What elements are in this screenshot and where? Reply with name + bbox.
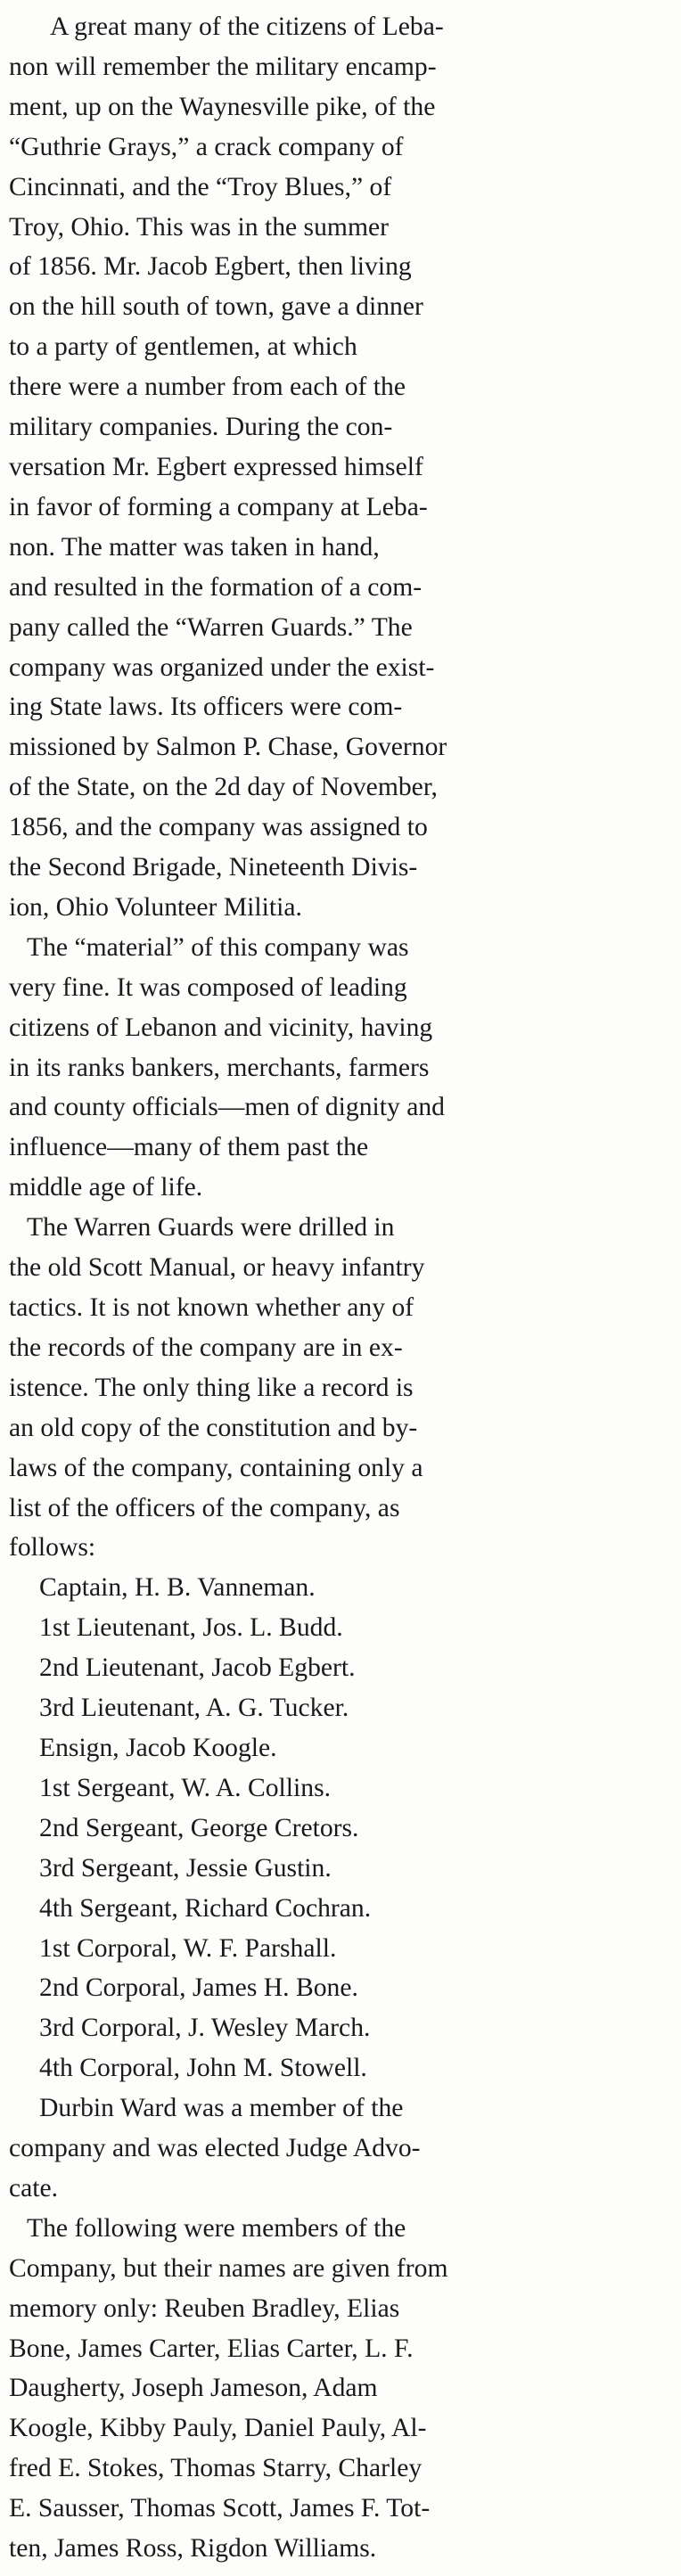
text-line: pany called the “Warren Guards.” The [9,612,413,642]
text-line: the old Scott Manual, or heavy infantry [9,1253,425,1283]
text-line: ing State laws. Its officers were com- [9,693,403,722]
officer-entry: 3rd Lieutenant, A. G. Tucker. [39,1694,349,1723]
text-line: the records of the company are in ex- [9,1333,403,1362]
text-line: versation Mr. Egbert expressed himself [9,452,423,481]
text-line: military companies. During the con- [9,413,393,442]
text-line: the Second Brigade, Nineteenth Divis- [9,853,418,882]
text-line: The following were members of the [27,2213,406,2243]
text-line: Durbin Ward was a member of the [39,2094,404,2123]
officer-entry: 4th Sergeant, Richard Cochran. [39,1893,372,1923]
officer-entry: Captain, H. B. Vanneman. [39,1573,316,1603]
text-line: ten, James Ross, Rigdon Williams. [9,2534,377,2564]
text-line: non will remember the military encamp- [9,52,437,81]
text-line: list of the officers of the company, as [9,1493,400,1522]
text-line: an old copy of the constitution and by- [9,1413,418,1442]
text-line: memory only: Reuben Bradley, Elias [9,2293,400,2323]
text-line: fred E. Stokes, Thomas Starry, Charley [9,2454,423,2483]
text-line: Cincinnati, and the “Troy Blues,” of [9,172,392,201]
text-line: Daugherty, Joseph Jameson, Adam [9,2374,378,2403]
officer-entry: 1st Lieutenant, Jos. L. Budd. [39,1613,343,1643]
text-line: cate. [9,2173,59,2203]
officer-entry: 1st Sergeant, W. A. Collins. [39,1773,332,1802]
text-line: and county officials—men of dignity and [9,1093,445,1122]
text-line: A great many of the citizens of Leba- [50,12,444,41]
text-line: citizens of Lebanon and vicinity, having [9,1013,433,1042]
officer-entry: 4th Corporal, John M. Stowell. [39,2054,367,2083]
text-line: ment, up on the Waynesville pike, of the [9,92,436,121]
text-line: missioned by Salmon P. Chase, Governor [9,733,447,762]
text-line: very fine. It was composed of leading [9,972,407,1002]
officer-entry: 3rd Corporal, J. Wesley March. [39,2014,371,2043]
officer-entry: 1st Corporal, W. F. Parshall. [39,1933,337,1963]
text-line: company was organized under the exist- [9,652,435,682]
text-line: follows: [9,1533,96,1563]
text-line: to a party of gentlemen, at which [9,332,357,362]
text-line: in favor of forming a company at Leba- [9,492,428,521]
text-line: middle age of life. [9,1173,203,1202]
officer-entry: 3rd Sergeant, Jessie Gustin. [39,1853,332,1883]
text-line: influence—many of them past the [9,1133,369,1162]
text-line: non. The matter was taken in hand, [9,532,380,562]
text-line: company and was elected Judge Advo- [9,2134,421,2163]
text-line: ion, Ohio Volunteer Militia. [9,892,302,922]
text-line: in its ranks bankers, merchants, farmers [9,1053,430,1082]
text-line: tactics. It is not known whether any of [9,1293,414,1322]
text-line: “Guthrie Grays,” a crack company of [9,132,404,161]
text-line: of 1856. Mr. Jacob Egbert, then living [9,252,412,282]
text-line: laws of the company, containing only a [9,1453,423,1482]
text-line: 1856, and the company was assigned to [9,813,428,842]
officer-entry: 2nd Sergeant, George Cretors. [39,1813,359,1842]
text-line: Koogle, Kibby Pauly, Daniel Pauly, Al- [9,2414,427,2443]
officer-entry: Ensign, Jacob Koogle. [39,1733,277,1762]
text-line: The Warren Guards were drilled in [27,1213,395,1243]
text-line: on the hill south of town, gave a dinner [9,292,423,322]
text-line: E. Sausser, Thomas Scott, James F. Tot- [9,2494,431,2523]
text-line: Bone, James Carter, Elias Carter, L. F. [9,2334,414,2363]
text-line: of the State, on the 2d day of November, [9,773,438,802]
officer-entry: 2nd Corporal, James H. Bone. [39,1973,358,2003]
officer-entry: 2nd Lieutenant, Jacob Egbert. [39,1653,356,1683]
text-line: there were a number from each of the [9,373,406,402]
text-line: The “material” of this company was [27,932,409,962]
text-line: istence. The only thing like a record is [9,1373,414,1402]
text-line: Company, but their names are given from [9,2253,448,2283]
text-line: Troy, Ohio. This was in the summer [9,212,390,242]
text-line: and resulted in the formation of a com- [9,572,423,602]
